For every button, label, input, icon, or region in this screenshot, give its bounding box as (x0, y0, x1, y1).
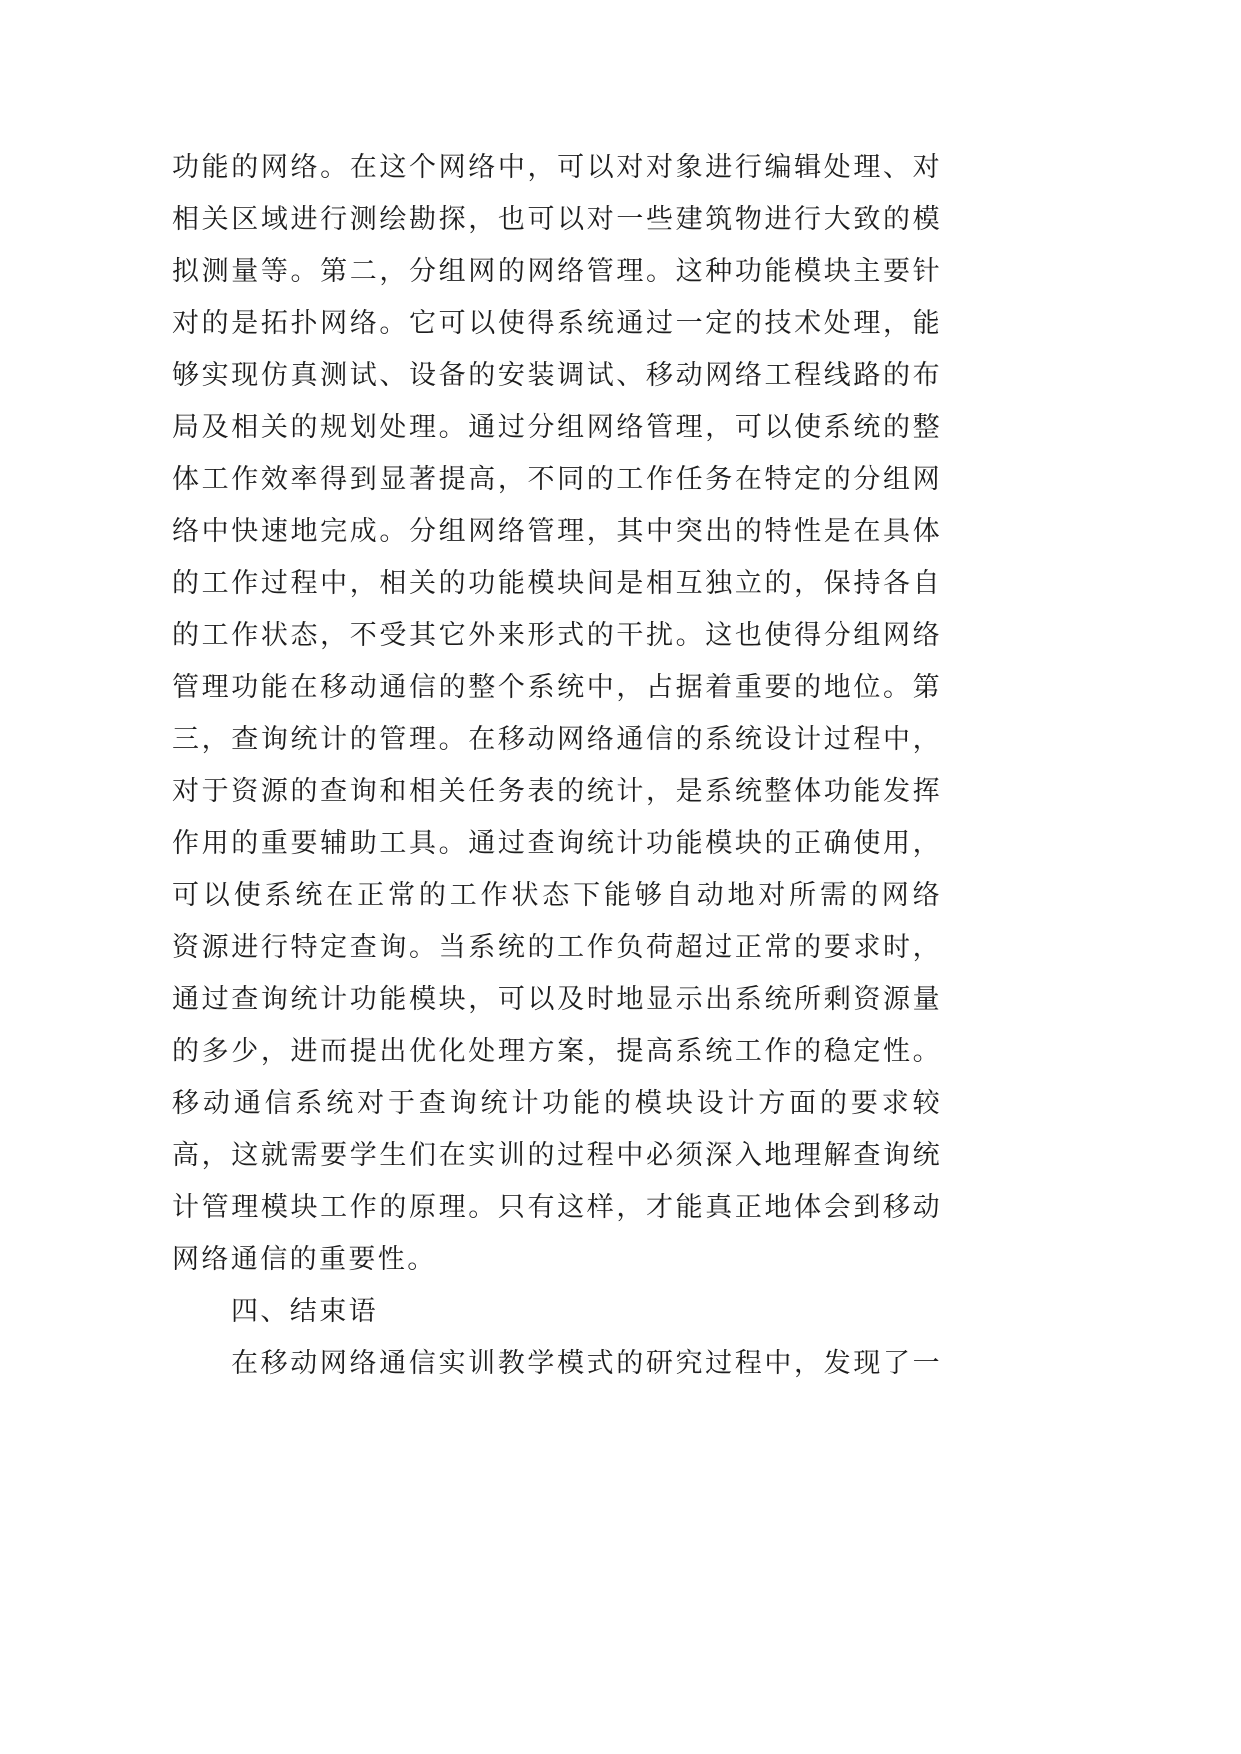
text-line: 的工作过程中，相关的功能模块间是相互独立的，保持各自 (172, 568, 942, 599)
text-line: 高，这就需要学生们在实训的过程中必须深入地理解查询统 (172, 1140, 942, 1171)
paragraph (172, 1338, 942, 1390)
section-heading: 四、结束语 (231, 1296, 378, 1327)
text-line: 的工作状态，不受其它外来形式的干扰。这也使得分组网络 (172, 620, 942, 651)
text-line: 通过查询统计功能模块，可以及时地显示出系统所剩资源量 (172, 984, 942, 1015)
text-line: 三，查询统计的管理。在移动网络通信的系统设计过程中， (172, 724, 942, 755)
text-line: 局及相关的规划处理。通过分组网络管理，可以使系统的整 (172, 412, 942, 443)
text-line: 的多少，进而提出优化处理方案，提高系统工作的稳定性。 (172, 1036, 942, 1067)
text-line: 对的是拓扑网络。它可以使得系统通过一定的技术处理，能 (172, 308, 942, 339)
text-line: 计管理模块工作的原理。只有这样，才能真正地体会到移动 (172, 1192, 942, 1223)
text-line: 可以使系统在正常的工作状态下能够自动地对所需的网络 (172, 880, 942, 911)
text-line: 相关区域进行测绘勘探，也可以对一些建筑物进行大致的模 (172, 204, 942, 235)
text-line: 作用的重要辅助工具。通过查询统计功能模块的正确使用， (172, 828, 942, 859)
text-line: 体工作效率得到显著提高，不同的工作任务在特定的分组网 (172, 464, 942, 495)
paragraph (172, 142, 942, 1286)
text-line: 管理功能在移动通信的整个系统中，占据着重要的地位。第 (172, 672, 942, 703)
text-line: 功能的网络。在这个网络中，可以对对象进行编辑处理、对 (172, 152, 942, 183)
body-text (172, 142, 942, 1390)
text-line: 拟测量等。第二，分组网的网络管理。这种功能模块主要针 (172, 256, 942, 287)
text-line: 资源进行特定查询。当系统的工作负荷超过正常的要求时， (172, 932, 942, 963)
text-line: 络中快速地完成。分组网络管理，其中突出的特性是在具体 (172, 516, 942, 547)
text-line: 对于资源的查询和相关任务表的统计，是系统整体功能发挥 (172, 776, 942, 807)
text-line: 够实现仿真测试、设备的安装调试、移动网络工程线路的布 (172, 360, 942, 391)
text-line: 网络通信的重要性。 (172, 1244, 437, 1275)
text-line: 在移动网络通信实训教学模式的研究过程中，发现了一 (231, 1348, 942, 1379)
text-line: 移动通信系统对于查询统计功能的模块设计方面的要求较 (172, 1088, 942, 1119)
